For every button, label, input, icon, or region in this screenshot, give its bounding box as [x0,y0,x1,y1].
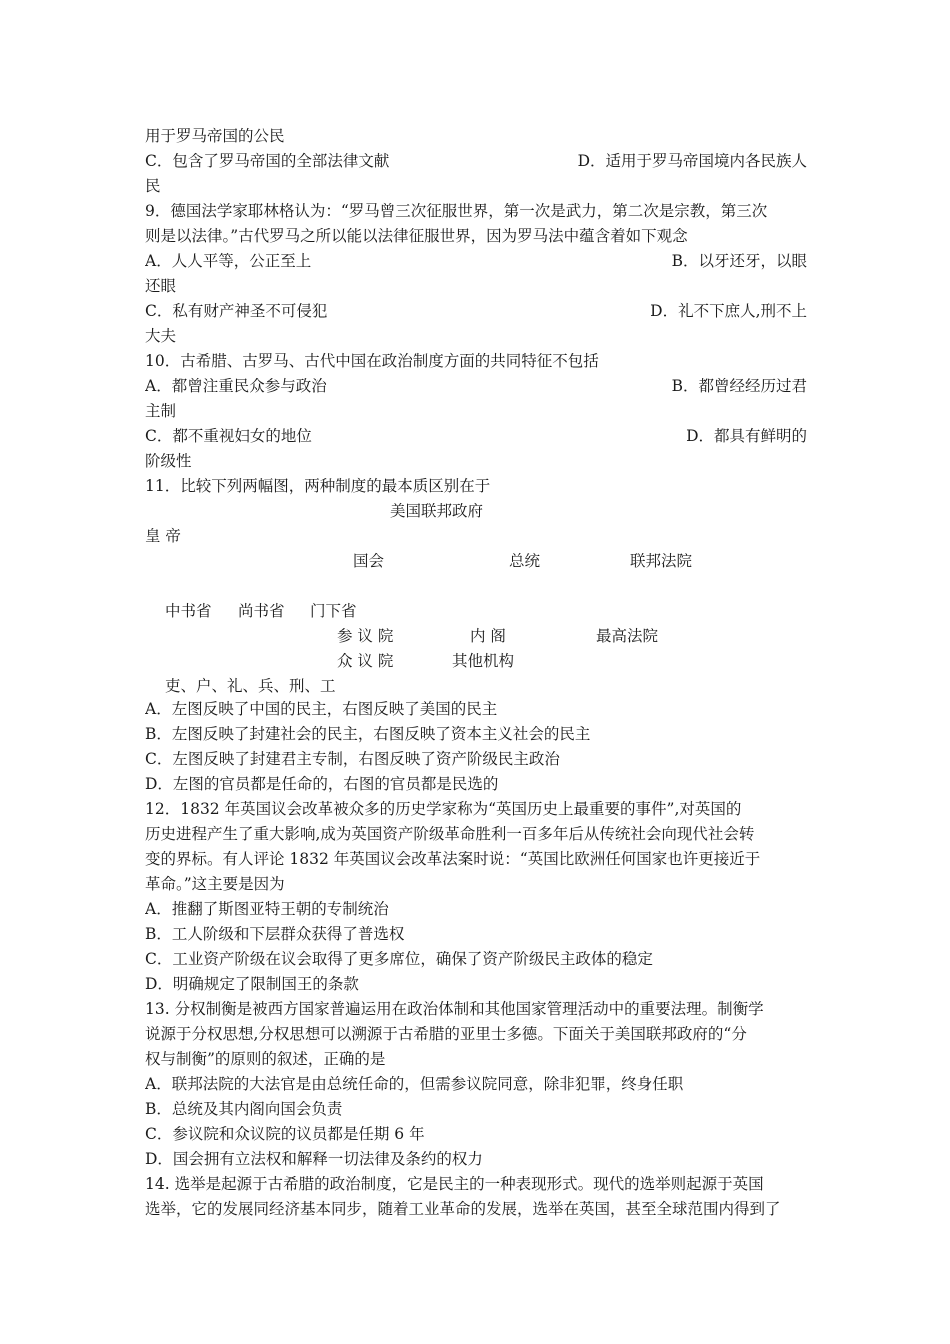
diagram-congress: 国会 [353,552,385,570]
text-line: 主制 [145,402,177,420]
option-a: A．联邦法院的大法官是由总统任命的，但需参议院同意，除非犯罪，终身任职 [145,1075,684,1093]
option-c: C．左图反映了封建君主专制，右图反映了资产阶级民主政治 [145,750,560,768]
question-10-stem: 10．古希腊、古罗马、古代中国在政治制度方面的共同特征不包括 [145,352,599,370]
option-c: C．参议院和众议院的议员都是任期 6 年 [145,1125,425,1143]
option-row [145,149,807,174]
question-12-stem-cont: 革命。”这主要是因为 [145,875,285,893]
diagram-us-government: 美国联邦政府 [390,502,484,520]
question-9-stem-cont: 则是以法律。”古代罗马之所以能以法律征服世界，因为罗马法中蕴含着如下观念 [145,227,688,245]
question-11-stem: 11．比较下列两幅图，两种制度的最本质区别在于 [145,477,491,495]
diagram-other-agencies: 其他机构 [452,652,515,670]
option-d: D．礼不下庶人,刑不上 [650,302,807,320]
option-d: D．国会拥有立法权和解释一切法律及条约的权力 [145,1150,483,1168]
question-13-stem-cont: 权与制衡”的原则的叙述，正确的是 [145,1050,386,1068]
question-12-stem-cont: 变的界标。有人评论 1832 年英国议会改革法案时说：“英国比欧洲任何国家也许更接近于 [145,850,761,868]
option-c: C．包含了罗马帝国的全部法律文献 [145,152,390,170]
option-a: A．左图反映了中国的民主，右图反映了美国的民主 [145,700,498,718]
diagram-zhongshu: 中书省 [165,602,212,620]
option-row [145,299,807,324]
diagram-house: 众 议 院 [337,652,394,670]
question-12-stem-cont: 历史进程产生了重大影响,成为英国资产阶级革命胜利一百多年后从传统社会向现代社会转 [145,825,755,843]
diagram-supreme-court: 最高法院 [596,627,659,645]
diagram-shangshu: 尚书省 [238,602,285,620]
text-line: 民 [145,177,161,195]
question-12-stem: 12．1832 年英国议会改革被众多的历史学家称为“英国历史上最重要的事件”,对英国的 [145,800,742,818]
diagram-cabinet: 内 阁 [470,627,506,645]
diagram-emperor: 皇 帝 [145,527,181,545]
diagram-senate: 参 议 院 [337,627,394,645]
diagram-federal-court: 联邦法院 [630,552,693,570]
option-d: D．都具有鲜明的 [686,427,807,445]
text-line: 大夫 [145,327,177,345]
question-13-stem-cont: 说源于分权思想,分权思想可以溯源于古希腊的亚里士多德。下面关于美国联邦政府的“分 [145,1025,747,1043]
option-b: B．工人阶级和下层群众获得了普选权 [145,925,405,943]
option-a: A．都曾注重民众参与政治 [145,377,327,395]
option-b: B．以牙还牙，以眼 [671,252,807,270]
question-14-stem: 14. 选举是起源于古希腊的政治制度，它是民主的一种表现形式。现代的选举则起源于英国 [145,1175,764,1193]
option-c: C．工业资产阶级在议会取得了更多席位，确保了资产阶级民主政体的稳定 [145,950,653,968]
option-a: A．推翻了斯图亚特王朝的专制统治 [145,900,389,918]
question-9-stem: 9．德国法学家耶林格认为：“罗马曾三次征服世界，第一次是武力，第二次是宗教，第三次 [145,202,768,220]
option-b: B．左图反映了封建社会的民主，右图反映了资本主义社会的民主 [145,725,591,743]
option-row [145,374,807,399]
diagram-six-ministries: 吏、户、礼、兵、刑、工 [165,677,336,695]
option-d: D．适用于罗马帝国境内各民族人 [577,152,807,170]
text-line: 用于罗马帝国的公民 [145,127,285,145]
question-13-stem: 13. 分权制衡是被西方国家普遍运用在政治体制和其他国家管理活动中的重要法理。制衡学 [145,1000,764,1018]
option-row [145,424,807,449]
option-a: A．人人平等，公正至上 [145,252,312,270]
option-row [145,249,807,274]
text-line: 阶级性 [145,452,192,470]
option-b: B．总统及其内阁向国会负责 [145,1100,343,1118]
text-line: 还眼 [145,277,177,295]
diagram-menxia: 门下省 [310,602,357,620]
diagram-president: 总统 [509,552,541,570]
question-14-stem-cont: 选举，它的发展同经济基本同步，随着工业革命的发展，选举在英国，甚至全球范围内得到了 [145,1200,781,1218]
option-b: B．都曾经经历过君 [671,377,807,395]
option-c: C．私有财产神圣不可侵犯 [145,302,328,320]
option-d: D．明确规定了限制国王的条款 [145,975,359,993]
option-c: C．都不重视妇女的地位 [145,427,312,445]
option-d: D．左图的官员都是任命的，右图的官员都是民选的 [145,775,499,793]
